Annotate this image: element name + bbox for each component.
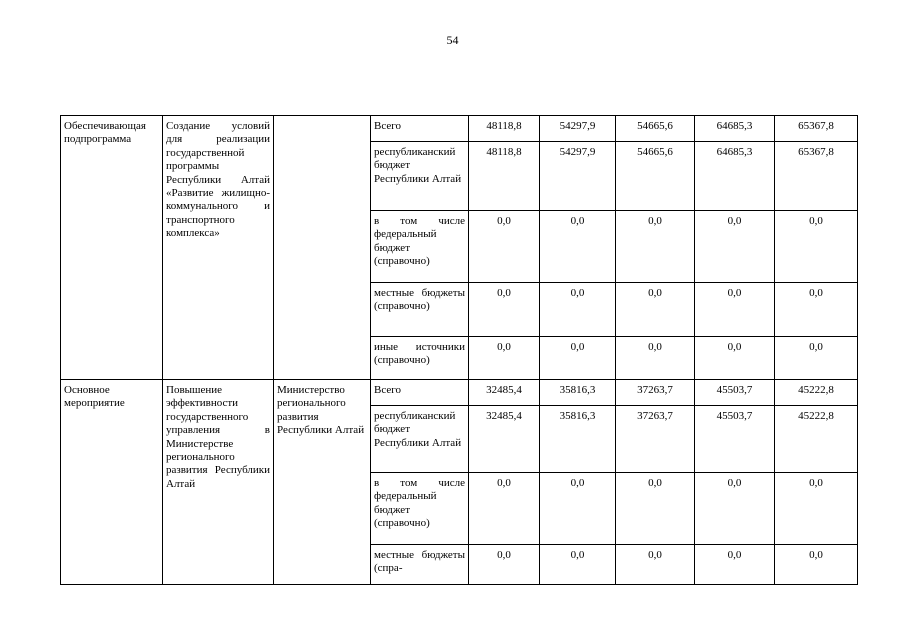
table-row bbox=[61, 380, 858, 406]
value-cell: 0,0 bbox=[469, 473, 540, 545]
value-cell: 0,0 bbox=[616, 211, 695, 283]
value-cell: 0,0 bbox=[540, 283, 616, 337]
source-cell: республиканский бюджет Республики Алтай bbox=[371, 406, 469, 473]
value-cell: 0,0 bbox=[775, 337, 858, 380]
value-cell: 0,0 bbox=[469, 545, 540, 585]
value-cell: 48118,8 bbox=[469, 116, 540, 142]
value-cell: 37263,7 bbox=[616, 380, 695, 406]
value-cell: 0,0 bbox=[540, 545, 616, 585]
value-cell: 0,0 bbox=[616, 545, 695, 585]
category-cell: Обеспечивающая подпрограмма bbox=[61, 116, 163, 380]
description-cell: Повышение эффективности государственного управления в Министерстве регионального развития Республики Алтай bbox=[163, 380, 274, 585]
value-cell: 54665,6 bbox=[616, 116, 695, 142]
value-cell: 32485,4 bbox=[469, 380, 540, 406]
source-cell: Всего bbox=[371, 116, 469, 142]
value-cell: 45222,8 bbox=[775, 380, 858, 406]
executor-cell bbox=[274, 116, 371, 380]
value-cell: 0,0 bbox=[616, 473, 695, 545]
source-cell: в том числе федеральный бюджет (справочно) bbox=[371, 473, 469, 545]
source-cell: местные бюджеты (спра- bbox=[371, 545, 469, 585]
value-cell: 0,0 bbox=[540, 473, 616, 545]
source-cell: Всего bbox=[371, 380, 469, 406]
value-cell: 0,0 bbox=[775, 473, 858, 545]
value-cell: 0,0 bbox=[695, 283, 775, 337]
executor-cell: Министерство регионального развития Республики Алтай bbox=[274, 380, 371, 585]
table-row bbox=[61, 116, 858, 142]
source-cell: местные бюджеты (справочно) bbox=[371, 283, 469, 337]
value-cell: 0,0 bbox=[616, 337, 695, 380]
value-cell: 65367,8 bbox=[775, 116, 858, 142]
value-cell: 0,0 bbox=[695, 337, 775, 380]
value-cell: 0,0 bbox=[695, 211, 775, 283]
value-cell: 0,0 bbox=[616, 283, 695, 337]
value-cell: 64685,3 bbox=[695, 116, 775, 142]
value-cell: 0,0 bbox=[695, 473, 775, 545]
value-cell: 0,0 bbox=[775, 545, 858, 585]
value-cell: 45222,8 bbox=[775, 406, 858, 473]
value-cell: 54665,6 bbox=[616, 142, 695, 211]
category-cell: Основное мероприятие bbox=[61, 380, 163, 585]
source-cell: республиканский бюджет Республики Алтай bbox=[371, 142, 469, 211]
value-cell: 54297,9 bbox=[540, 116, 616, 142]
value-cell: 48118,8 bbox=[469, 142, 540, 211]
page-number: 54 bbox=[446, 33, 459, 47]
value-cell: 0,0 bbox=[540, 211, 616, 283]
value-cell: 0,0 bbox=[469, 337, 540, 380]
value-cell: 65367,8 bbox=[775, 142, 858, 211]
value-cell: 0,0 bbox=[695, 545, 775, 585]
value-cell: 37263,7 bbox=[616, 406, 695, 473]
description-cell: Создание условий для реализации государственной программы Республики Алтай «Развитие жилищно-коммунального и транспортного комплекса» bbox=[163, 116, 274, 380]
source-cell: в том числе федеральный бюджет (справочно) bbox=[371, 211, 469, 283]
value-cell: 64685,3 bbox=[695, 142, 775, 211]
value-cell: 45503,7 bbox=[695, 406, 775, 473]
value-cell: 54297,9 bbox=[540, 142, 616, 211]
value-cell: 35816,3 bbox=[540, 380, 616, 406]
value-cell: 0,0 bbox=[540, 337, 616, 380]
value-cell: 35816,3 bbox=[540, 406, 616, 473]
value-cell: 0,0 bbox=[469, 283, 540, 337]
value-cell: 0,0 bbox=[775, 211, 858, 283]
source-cell: иные источники (справочно) bbox=[371, 337, 469, 380]
value-cell: 0,0 bbox=[469, 211, 540, 283]
value-cell: 45503,7 bbox=[695, 380, 775, 406]
value-cell: 32485,4 bbox=[469, 406, 540, 473]
budget-table bbox=[60, 115, 858, 585]
value-cell: 0,0 bbox=[775, 283, 858, 337]
